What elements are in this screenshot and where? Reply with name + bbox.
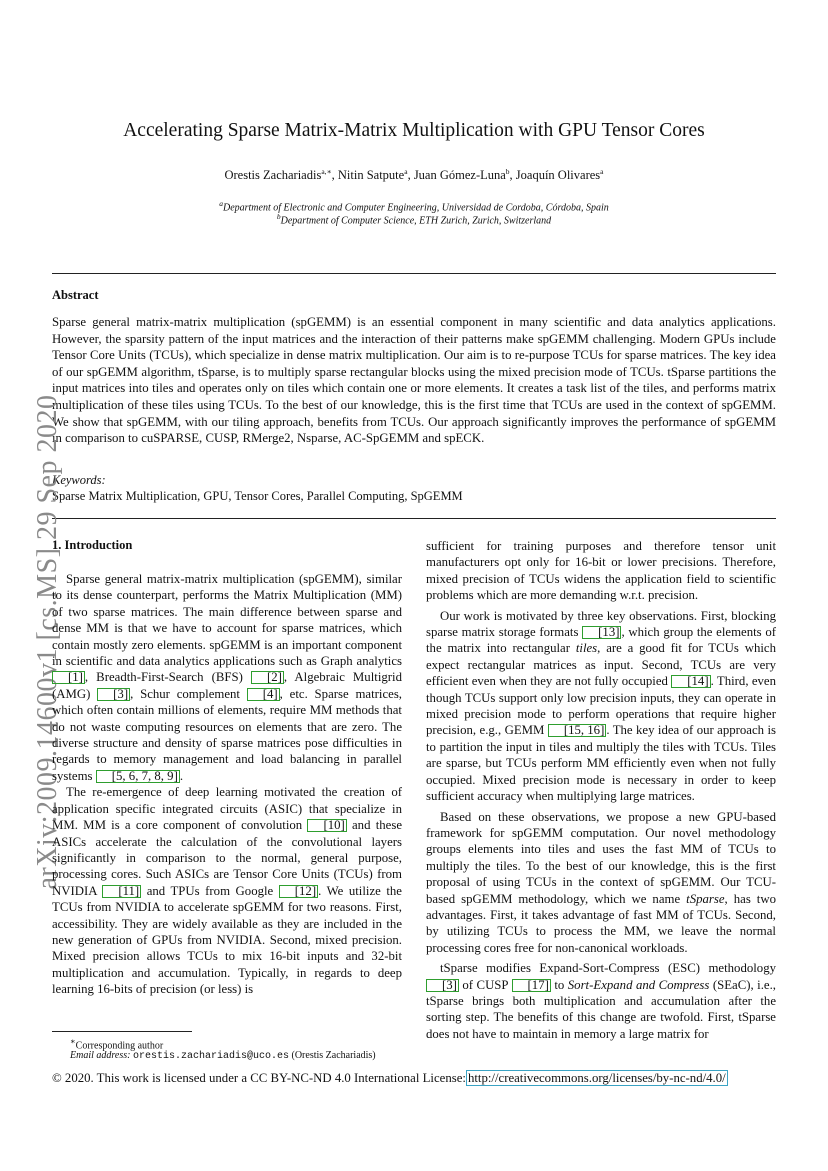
- text-run: and these ASICs accelerate the calculation of the convolutional layers significantly in comparison to the normal, general purpose, processing cores. Such ASICs are Tensor Core Units (TCUs) from NVIDIA: [52, 818, 402, 898]
- author-name: Joaquín Olivares: [515, 168, 601, 183]
- affil-text: Department of Electronic and Computer Engineering, Universidad de Cordoba, Córdoba, Spain: [222, 202, 609, 214]
- footnote-rule: [52, 1031, 192, 1032]
- citation-link[interactable]: [12]: [279, 885, 318, 898]
- paragraph: [52, 784, 402, 997]
- affil-mark: a: [219, 199, 223, 208]
- author-list: Orestis Zachariadis$^{a,∗}$, Nitin Satpute$^a$, Juan Gómez-Luna$^b$, Joaquín Olivares$^a$: [224, 167, 604, 183]
- affil-mark: b: [276, 212, 281, 221]
- paragraph: [426, 608, 776, 805]
- emphasis: tiles: [575, 641, 598, 656]
- footnote-text: Corresponding author: [75, 1040, 164, 1052]
- paragraph: [426, 809, 776, 957]
- abstract-text: Sparse general matrix-matrix multiplication (spGEMM) is an essential component in many scientific and data analytics applications. However, the sparsity pattern of the input matrices and the interaction of their patterns make spGEMM challenging. Modern GPUs include Tensor Core Units (TCUs), which specialize in dense matrix multiplication. Our aim is to re-purpose TCUs for sparse matrices. The key idea of our spGEMM algorithm, tSparse, is to multiply sparse rectangular blocks using the mixed precision mode of TCUs. tSparse partitions the input matrices into tiles and operates only on tiles which contain one or more elements. It creates a task list of the tiles, and performs matrix multiplication of these tiles using TCUs. To the best of our knowledge, this is the first time that TCUs are used in the context of spGEMM. We show that spGEMM, with our tiling approach, benefits from TCUs. Our approach significantly improves the performance of spGEMM in comparison to cuSPARSE, CUSP, RMerge2, Nsparse, AC-SpGEMM and spECK.: [52, 315, 776, 446]
- text-run: .: [179, 768, 184, 783]
- author-name: Orestis Zachariadis: [224, 168, 322, 183]
- text-run: Based on these observations, we propose a new GPU-based framework for spGEMM computation. Our novel methodology groups elements into tiles and uses the fast MM of TCUs to multiply the tiles. To the best of our knowledge, this is the first proposal of using TCUs in the context of spGEMM. Our TCU-based spGEMM methodology, which we name: [426, 809, 776, 906]
- text-run: , are a good fit for TCUs which expect rectangular matrices as input. Second, TCUs are very efficient even when they are not fully occupied: [426, 641, 776, 689]
- author-affil-mark: b: [505, 167, 510, 176]
- license-line: [52, 1071, 728, 1086]
- right-column: [426, 538, 776, 1042]
- affil-text: Department of Computer Science, ETH Zurich, Zurich, Switzerland: [280, 215, 552, 227]
- keywords-label: Keywords:: [52, 473, 106, 487]
- email-address[interactable]: orestis.zachariadis@uco.es: [132, 1051, 289, 1062]
- citation-link[interactable]: [15, 16]: [548, 724, 607, 737]
- email-label: Email address:: [70, 1050, 131, 1061]
- abstract-heading: Abstract: [52, 288, 99, 302]
- text-run: tSparse modifies Expand-Sort-Compress (ESC) methodology: [440, 961, 776, 976]
- citation-link[interactable]: [2]: [251, 671, 284, 684]
- paper-title: Accelerating Sparse Matrix-Matrix Multiplication with GPU Tensor Cores: [123, 120, 705, 141]
- citation-link[interactable]: [5, 6, 7, 8, 9]: [96, 770, 180, 783]
- text-run: , Breadth-First-Search (BFS): [84, 670, 251, 685]
- text-run: , has two advantages. First, it takes advantage of fast MM of TCUs. Second, by utilizing TCUs to process the MM, we leave the normal processing cores free for non-canonical workloads.: [426, 891, 776, 955]
- text-run: of CUSP: [458, 977, 512, 992]
- paragraph: [426, 960, 776, 1042]
- citation-link[interactable]: [4]: [247, 688, 280, 701]
- author-affil-mark: a: [404, 167, 408, 176]
- text-run: . We utilize the TCUs from NVIDIA to accelerate spGEMM for two reasons. First, accessibility. They are widely available as they are included in the new generation of GPUs from NVIDIA. Second, mixed precision. Mixed precision allows TCUs to mix 16-bit inputs and 32-bit multiplication and accumulation. Typically, in regards to deep learning 16-bits of precision (or less) is: [52, 883, 402, 997]
- email-owner: (Orestis Zachariadis): [291, 1050, 376, 1061]
- author-name: Nitin Satpute: [337, 168, 405, 183]
- citation-link[interactable]: [3]: [426, 979, 459, 992]
- arxiv-stamp-text: arXiv:2009.14600v1 [cs.MS] 29 Sep 2020: [32, 394, 63, 890]
- citation-link[interactable]: [3]: [97, 688, 130, 701]
- text-run: Sparse general matrix-matrix multiplication (spGEMM), similar to its dense counterpart, performs the Matrix Multiplication (MM) of two sparse matrices. The main difference between sparse and dense MM is that we have to account for sparse matrices, which contain mostly zero elements. spGEMM is an important component in scientific and data analytics applications such as Graph analytics: [52, 572, 402, 669]
- text-run: to: [550, 977, 568, 992]
- author-name: Juan Gómez-Luna: [413, 168, 506, 183]
- citation-link[interactable]: [14]: [671, 675, 710, 688]
- text-run: , etc. Sparse matrices, which often contain millions of elements, require MM methods that do not waste computing resources on elements that are zero. The diverse structure and density of sparse matrices pose difficulties in regards to memory management and load balancing in parallel systems: [52, 686, 402, 783]
- text-run: , Algebraic Multigrid (AMG): [52, 670, 402, 701]
- text-run: The re-emergence of deep learning motivated the creation of application specific integrated circuits (ASIC) that specialize in MM. MM is a core component of convolution: [52, 785, 402, 833]
- footnote-email: [70, 1050, 376, 1062]
- citation-link[interactable]: [17]: [512, 979, 551, 992]
- license-link[interactable]: http://creativecommons.org/licenses/by-nc-nd/4.0/: [467, 1071, 726, 1085]
- citation-link[interactable]: [1]: [52, 671, 85, 684]
- text-run: , Schur complement: [130, 686, 247, 701]
- paragraph: sufficient for training purposes and therefore tensor unit manufacturers opt only for 16-bit or lower precisions. Therefore, mixed precision of TCUs widens the application field to scientific problems which are more demanding w.r.t. precision.: [426, 539, 776, 603]
- author-affil-mark: a: [600, 167, 604, 176]
- text-run: . Third, even though TCUs support only low precision inputs, they can operate in mixed precision mode to perform operations that require higher precision, e.g., GEMM: [426, 674, 777, 738]
- citation-link[interactable]: [10]: [307, 819, 346, 832]
- license-text: © 2020. This work is licensed under a CC BY-NC-ND 4.0 International License:: [52, 1071, 466, 1085]
- top-rule: [52, 273, 776, 274]
- text-run: , which group the elements of the matrix into rectangular: [426, 625, 776, 656]
- text-run: and TPUs from Google: [141, 883, 279, 898]
- paragraph: [52, 571, 402, 784]
- text-run: . The key idea of our approach is to partition the input in tiles and multiply the tiles with TCUs. Tiles are sparse, but TCUs perform MM efficiently even when not fully occupied. Mixed precision mode is necessary in order to keep sufficient accuracy when multiplying large matrices.: [426, 723, 776, 804]
- left-column: [52, 571, 402, 998]
- emphasis: tSparse: [686, 891, 725, 906]
- text-run: (SEaC), i.e., tSparse brings both multiplication and accumulation after the sorting step. The benefits of this change are twofold. First, tSparse does not have to maintain in memory a large matrix for: [426, 977, 776, 1041]
- keywords-text: Sparse Matrix Multiplication, GPU, Tensor Cores, Parallel Computing, SpGEMM: [52, 489, 463, 503]
- emphasis: Sort-Expand and Compress: [567, 977, 710, 992]
- affiliation-b: [0, 212, 828, 226]
- bottom-rule: [52, 518, 776, 519]
- section-heading: 1. Introduction: [52, 538, 133, 552]
- footnote-mark: ∗: [70, 1037, 76, 1046]
- author-affil-mark: a,∗: [321, 167, 332, 176]
- citation-link[interactable]: [11]: [102, 885, 141, 898]
- citation-link[interactable]: [13]: [582, 626, 621, 639]
- text-run: Our work is motivated by three key observations. First, blocking sparse matrix storage formats: [426, 608, 776, 640]
